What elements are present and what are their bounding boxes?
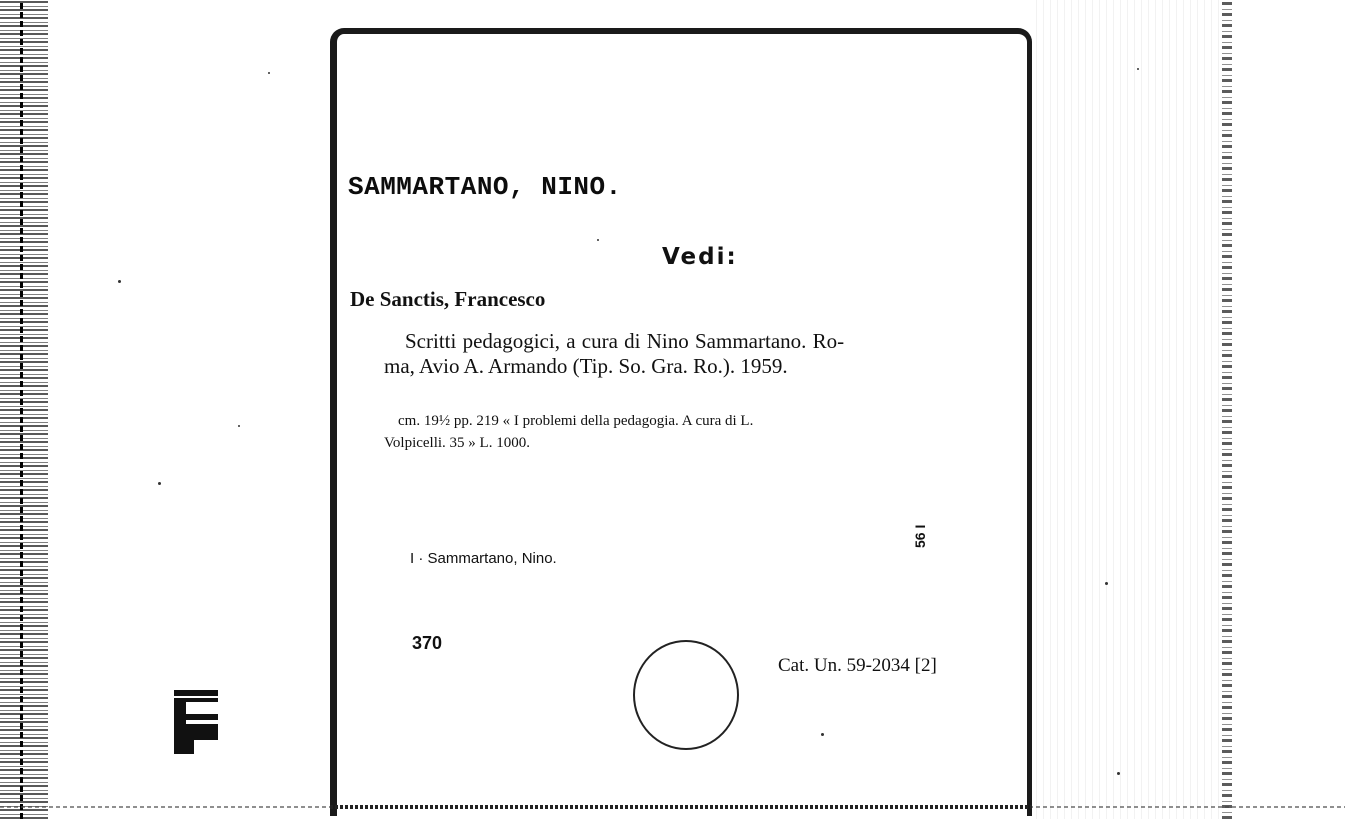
tracing-entry: I · Sammartano, Nino. — [410, 550, 557, 567]
card-number: 370 — [412, 633, 443, 653]
scan-speck — [1117, 772, 1120, 775]
scan-speck — [1105, 582, 1108, 585]
scan-speck — [597, 239, 599, 241]
title-line-2: ma, Avio A. Armando (Tip. So. Gra. Ro.). 1959. — [384, 354, 788, 378]
scan-left-edge — [0, 0, 48, 819]
catalog-reference: Cat. Un. 59-2034 [2] — [778, 655, 937, 676]
author-name: De Sanctis, Francesco — [350, 287, 546, 311]
catalog-card-bottom-edge — [330, 805, 1032, 809]
scan-speck — [158, 482, 161, 485]
see-reference-label: Vedi: — [662, 244, 738, 270]
scan-right-edge — [1222, 0, 1232, 819]
card-heading: SAMMARTANO, NINO. — [348, 172, 622, 202]
side-code: 56 I — [912, 524, 928, 548]
scan-right-shadow — [1030, 0, 1225, 819]
title-line-1: Scritti pedagogici, a cura di Nino Sammartano. Ro- — [405, 329, 845, 353]
scan-speck — [238, 425, 240, 427]
collation-line-1: cm. 19½ pp. 219 « I problemi della pedagogia. A cura di L. — [398, 413, 754, 429]
scan-speck — [1137, 68, 1139, 70]
scan-speck — [268, 72, 270, 74]
collation-line-2: Volpicelli. 35 » L. 1000. — [384, 435, 530, 451]
scan-speck — [118, 280, 121, 283]
card-punch-hole — [633, 640, 739, 750]
publisher-mark-icon — [172, 688, 220, 756]
scan-speck — [821, 733, 824, 736]
scan-left-rule — [20, 0, 23, 819]
